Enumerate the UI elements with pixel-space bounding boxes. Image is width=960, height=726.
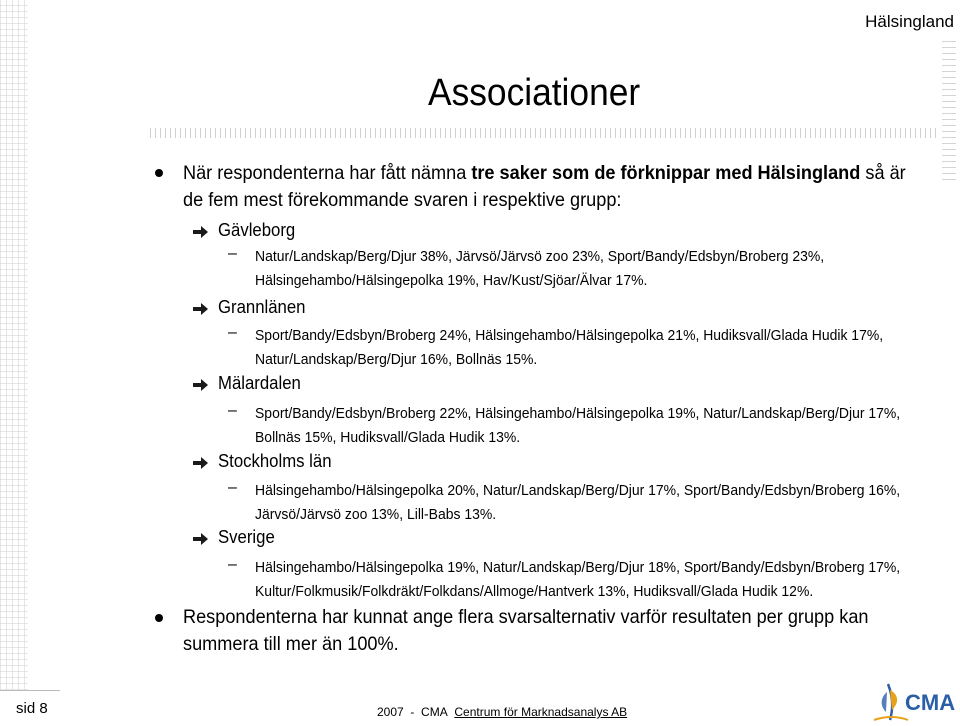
footer-year: 2007 (377, 705, 404, 719)
logo-text: CMA (905, 690, 956, 715)
intro-text-bold: tre saker som de förknippar med Hälsingland (471, 162, 861, 184)
group-name-gavleborg: Gävleborg (218, 220, 296, 240)
group-detail-line: Natur/Landskap/Berg/Djur 38%, Järvsö/Järvsö zoo 23%, Sport/Bandy/Edsbyn/Broberg 23%, (255, 248, 825, 265)
footer-org-short: CMA (421, 705, 448, 719)
group-detail-line: Hälsingehambo/Hälsingepolka 19%, Hav/Kust/Sjöar/Älvar 17%. (255, 272, 648, 289)
dash-marker: – (228, 402, 237, 419)
group-detail-line: Kultur/Folkmusik/Folkdräkt/Folkdans/Allmoge/Hantverk 13%, Hudiksvall/Glada Hudik 12%. (255, 583, 814, 600)
footer-separator: - (410, 705, 415, 719)
group-name-malardalen: Mälardalen (218, 373, 301, 393)
dash-marker: – (228, 245, 237, 262)
footer-credit (377, 705, 627, 719)
group-name-grannlanen: Grannlänen (218, 297, 306, 317)
group-detail-line: Järvsö/Järvsö zoo 13%, Lill-Babs 13%. (255, 506, 497, 523)
arrow-right-icon (192, 456, 209, 470)
dash-marker: – (228, 556, 237, 573)
footer-org-full: Centrum för Marknadsanalys AB (454, 705, 628, 719)
right-decoration (942, 40, 956, 180)
dash-marker: – (228, 324, 237, 341)
group-detail-line: Bollnäs 15%, Hudiksvall/Glada Hudik 13%. (255, 429, 521, 446)
intro-line-2: de fem mest förekommande svaren i respektive grupp: (183, 189, 622, 211)
arrow-right-icon (192, 532, 209, 546)
arrow-right-icon (192, 225, 209, 239)
dash-marker: – (228, 479, 237, 496)
bullet-dot-icon (155, 614, 163, 622)
intro-text-start: När respondenterna har fått nämna (183, 162, 472, 184)
arrow-right-icon (192, 378, 209, 392)
page-number: sid 8 (16, 700, 48, 717)
group-detail-line: Natur/Landskap/Berg/Djur 16%, Bollnäs 15%. (255, 351, 538, 368)
header-label: Hälsingland (865, 12, 954, 31)
left-decoration (0, 0, 28, 690)
group-detail-line: Hälsingehambo/Hälsingepolka 20%, Natur/Landskap/Berg/Djur 17%, Sport/Bandy/Edsbyn/Broberg 16%, (255, 482, 901, 499)
outro-line-2: summera till mer än 100%. (183, 633, 399, 655)
group-detail-line: Hälsingehambo/Hälsingepolka 19%, Natur/Landskap/Berg/Djur 18%, Sport/Bandy/Edsbyn/Broberg 17%, (255, 559, 901, 576)
page-title: Associationer (428, 72, 641, 114)
group-name-stockholms-lan: Stockholms län (218, 451, 332, 471)
group-name-sverige: Sverige (218, 527, 275, 547)
group-detail-line: Sport/Bandy/Edsbyn/Broberg 22%, Hälsingehambo/Hälsingepolka 19%, Natur/Landskap/Berg/Djur 17%, (255, 405, 901, 422)
bullet-dot-icon (155, 169, 163, 177)
intro-text-end: så är (860, 162, 906, 184)
outro-line-1: Respondenterna har kunnat ange flera svarsalternativ varför resultaten per grupp kan (183, 606, 869, 628)
arrow-right-icon (192, 302, 209, 316)
title-underline-decoration (150, 128, 940, 138)
intro-line-1 (183, 160, 906, 187)
group-detail-line: Sport/Bandy/Edsbyn/Broberg 24%, Hälsingehambo/Hälsingepolka 21%, Hudiksvall/Glada Hudik 17%, (255, 327, 884, 344)
